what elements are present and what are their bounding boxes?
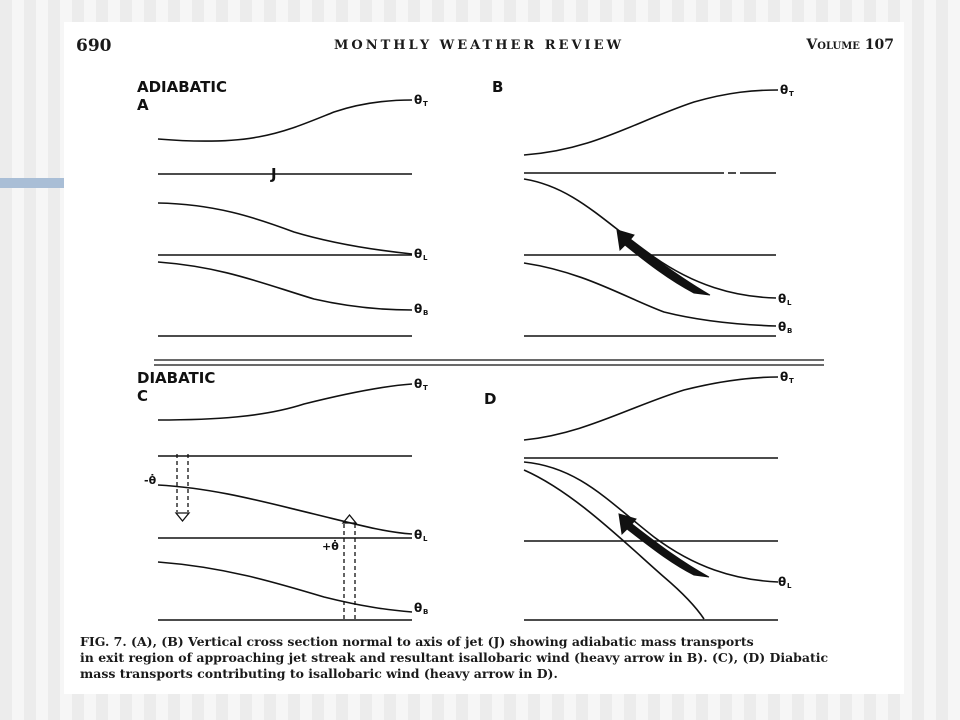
panel-d-theta-t: θ <box>780 370 789 384</box>
panel-d-theta-t-curve <box>524 377 778 440</box>
panel-d-theta-l-curve <box>524 462 778 582</box>
panel-c-theta-l-sub: L <box>423 535 428 543</box>
panel-d-theta-t-sub: T <box>789 377 794 385</box>
panel-c-title-line2: C <box>137 387 149 405</box>
panel-c-theta-t-curve <box>158 384 412 420</box>
panel-a-upper-curve <box>158 203 412 254</box>
panel-c-down-arrowhead <box>176 513 189 521</box>
panel-b <box>524 90 778 336</box>
panel-a-theta-l-sub: L <box>423 254 428 262</box>
panel-a-title-line2: A <box>137 96 149 114</box>
panel-a-theta-b-curve <box>158 262 412 310</box>
panel-a-theta-b-sub: B <box>423 309 429 317</box>
panel-a-title-line1: ADIABATIC <box>137 78 227 96</box>
panel-b-title: B <box>492 78 504 96</box>
figure-caption <box>80 634 880 682</box>
panel-b-theta-l-sub: L <box>787 299 792 307</box>
panel-a-theta-t-sub: T <box>423 100 428 108</box>
panel-b-theta-b-sub: B <box>787 327 793 335</box>
panel-d-title: D <box>484 390 497 408</box>
slide-accent-bar <box>0 178 64 188</box>
panel-a-jet-label: J <box>271 165 277 183</box>
panel-c-theta-l: θ <box>414 528 423 542</box>
figure-7 <box>64 22 904 694</box>
panel-c-theta-b: θ <box>414 601 423 615</box>
panel-b-theta-b: θ <box>778 320 787 334</box>
panel-c-minus-theta: -θ̇ <box>144 474 157 487</box>
panel-b-theta-l: θ <box>778 292 787 306</box>
panel-d <box>524 377 778 620</box>
panel-d-bottom-curve <box>524 470 704 619</box>
panel-c-title-line1: DIABATIC <box>137 369 216 387</box>
page-number: 690 <box>76 36 112 56</box>
panel-a <box>158 100 412 336</box>
panel-c-down-arrow <box>177 454 188 512</box>
scanned-page <box>64 22 904 694</box>
panel-a-theta-b: θ <box>414 302 423 316</box>
panel-b-theta-l-curve <box>524 179 776 298</box>
panel-d-isallobaric-arrow <box>619 514 709 577</box>
panel-b-theta-t: θ <box>780 83 789 97</box>
panel-a-theta-t-curve <box>158 100 412 141</box>
panel-c-theta-b-curve <box>158 562 412 612</box>
panel-d-theta-l: θ <box>778 575 787 589</box>
panel-b-theta-t-curve <box>524 90 778 155</box>
panel-c <box>158 384 412 620</box>
panel-d-theta-l-sub: L <box>787 582 792 590</box>
caption-line-2: in exit region of approaching jet streak and resultant isallobaric wind (heavy arrow in B). (C), (D) Diabatic <box>80 650 829 665</box>
panel-c-theta-b-sub: B <box>423 608 429 616</box>
panel-c-theta-l-curve <box>158 485 412 534</box>
caption-line-3: mass transports contributing to isallobaric wind (heavy arrow in D). <box>80 666 558 681</box>
journal-title: MONTHLY WEATHER REVIEW <box>334 38 625 53</box>
panel-c-plus-theta: +θ̇ <box>322 540 339 553</box>
caption-line-1: FIG. 7. (A), (B) Vertical cross section normal to axis of jet (J) showing adiabatic mass transports <box>80 634 754 649</box>
panel-c-theta-t-sub: T <box>423 384 428 392</box>
panel-c-theta-t: θ <box>414 377 423 391</box>
volume-label: Volume 107 <box>806 37 894 53</box>
panel-a-theta-l: θ <box>414 247 423 261</box>
panel-a-theta-t: θ <box>414 93 423 107</box>
panel-b-theta-t-sub: T <box>789 90 794 98</box>
